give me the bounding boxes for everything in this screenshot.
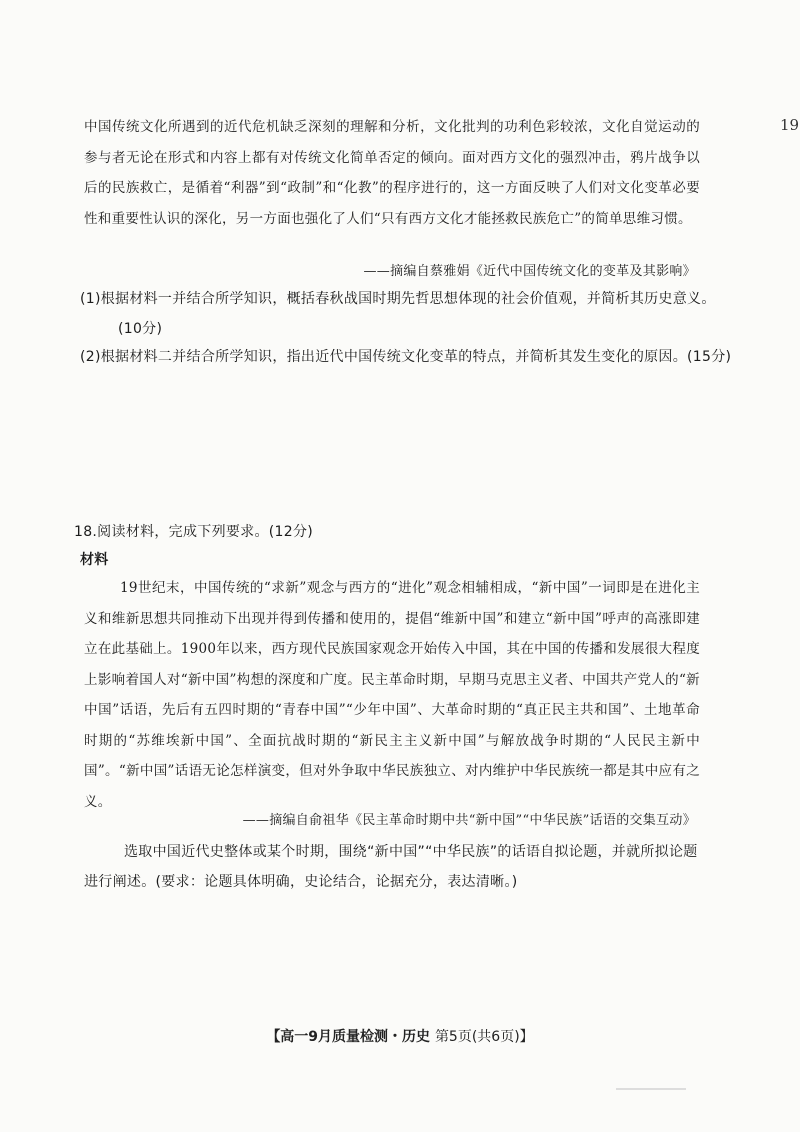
material-label: 材料 (80, 552, 109, 568)
passage-top: 中国传统文化所遇到的近代危机缺乏深刻的理解和分析，文化批判的功利色彩较浓，文化自觉运动的参与者无论在形式和内容上都有对传统文化简单否定的倾向。面对西方文化的强烈冲击，鸦片战争以后的民族救亡，是循着“利器”到“政制”和“化教”的程序进行的，这一方面反映了人们对文化变革必要性和重要性认识的深化，另一方面也强化了人们“只有西方文化才能拯救民族危亡”的简单思维习惯。 (84, 119, 700, 227)
question-18-title: 18.阅读材料，完成下列要求。(12分) (74, 524, 314, 540)
task-instruction (84, 837, 704, 897)
question-1-line1: (1)根据材料一并结合所学知识，概括春秋战国时期先哲思想体现的社会价值观，并简析其历史意义。 (80, 291, 716, 307)
footer-page: 第5页(共6页)】 (434, 1029, 534, 1045)
passage-q18-text: 19世纪末，中国传统的“求新”观念与西方的“进化”观念相辅相成，“新中国”一词即是在进化主义和维新思想共同推动下出现并得到传播和使用的，提倡“维新中国”和建立“新中国”呼声的高涨即建立在此基础上。1900年以来，西方现代民族国家观念开始传入中国，其在中国的传播和发展很大程度上影响着国人对“新中国”构想的深度和广度。民主革命时期，早期马克思主义者、中国共产党人的“新中国”话语，先后有五四时期的“青春中国”“少年中国”、大革命时期的“真正民主共和国”、土地革命时期的“苏维埃新中国”、全面抗战时期的“新民主主义新中国”与解放战争时期的“人民民主新中国”。“新中国”话语无论怎样演变，但对外争取中华民族独立、对内维护中华民族统一都是其中应有之义。 (84, 580, 700, 810)
side-page-number: 19 (780, 116, 800, 134)
passage-q18 (84, 573, 700, 817)
footer (0, 1026, 800, 1046)
source-top: ——摘编自蔡雅娟《近代中国传统文化的变革及其影响》 (363, 264, 696, 279)
question-2: (2)根据材料二并结合所学知识，指出近代中国传统文化变革的特点，并简析其发生变化的原因。(15分) (80, 349, 732, 365)
footer-title: 【高一9月质量检测・历史 (266, 1029, 431, 1045)
question-1-score: (10分) (118, 321, 163, 337)
scan-mark (616, 1088, 686, 1090)
task-text: 选取中国近代史整体或某个时期，围绕“新中国”“中华民族”的话语自拟论题，并就所拟论题进行阐述。(要求：论题具体明确，史论结合，论据充分，表达清晰。) (84, 844, 698, 890)
source-q18: ——摘编自俞祖华《民主革命时期中共“新中国”“中华民族”话语的交集互动》 (242, 813, 696, 828)
